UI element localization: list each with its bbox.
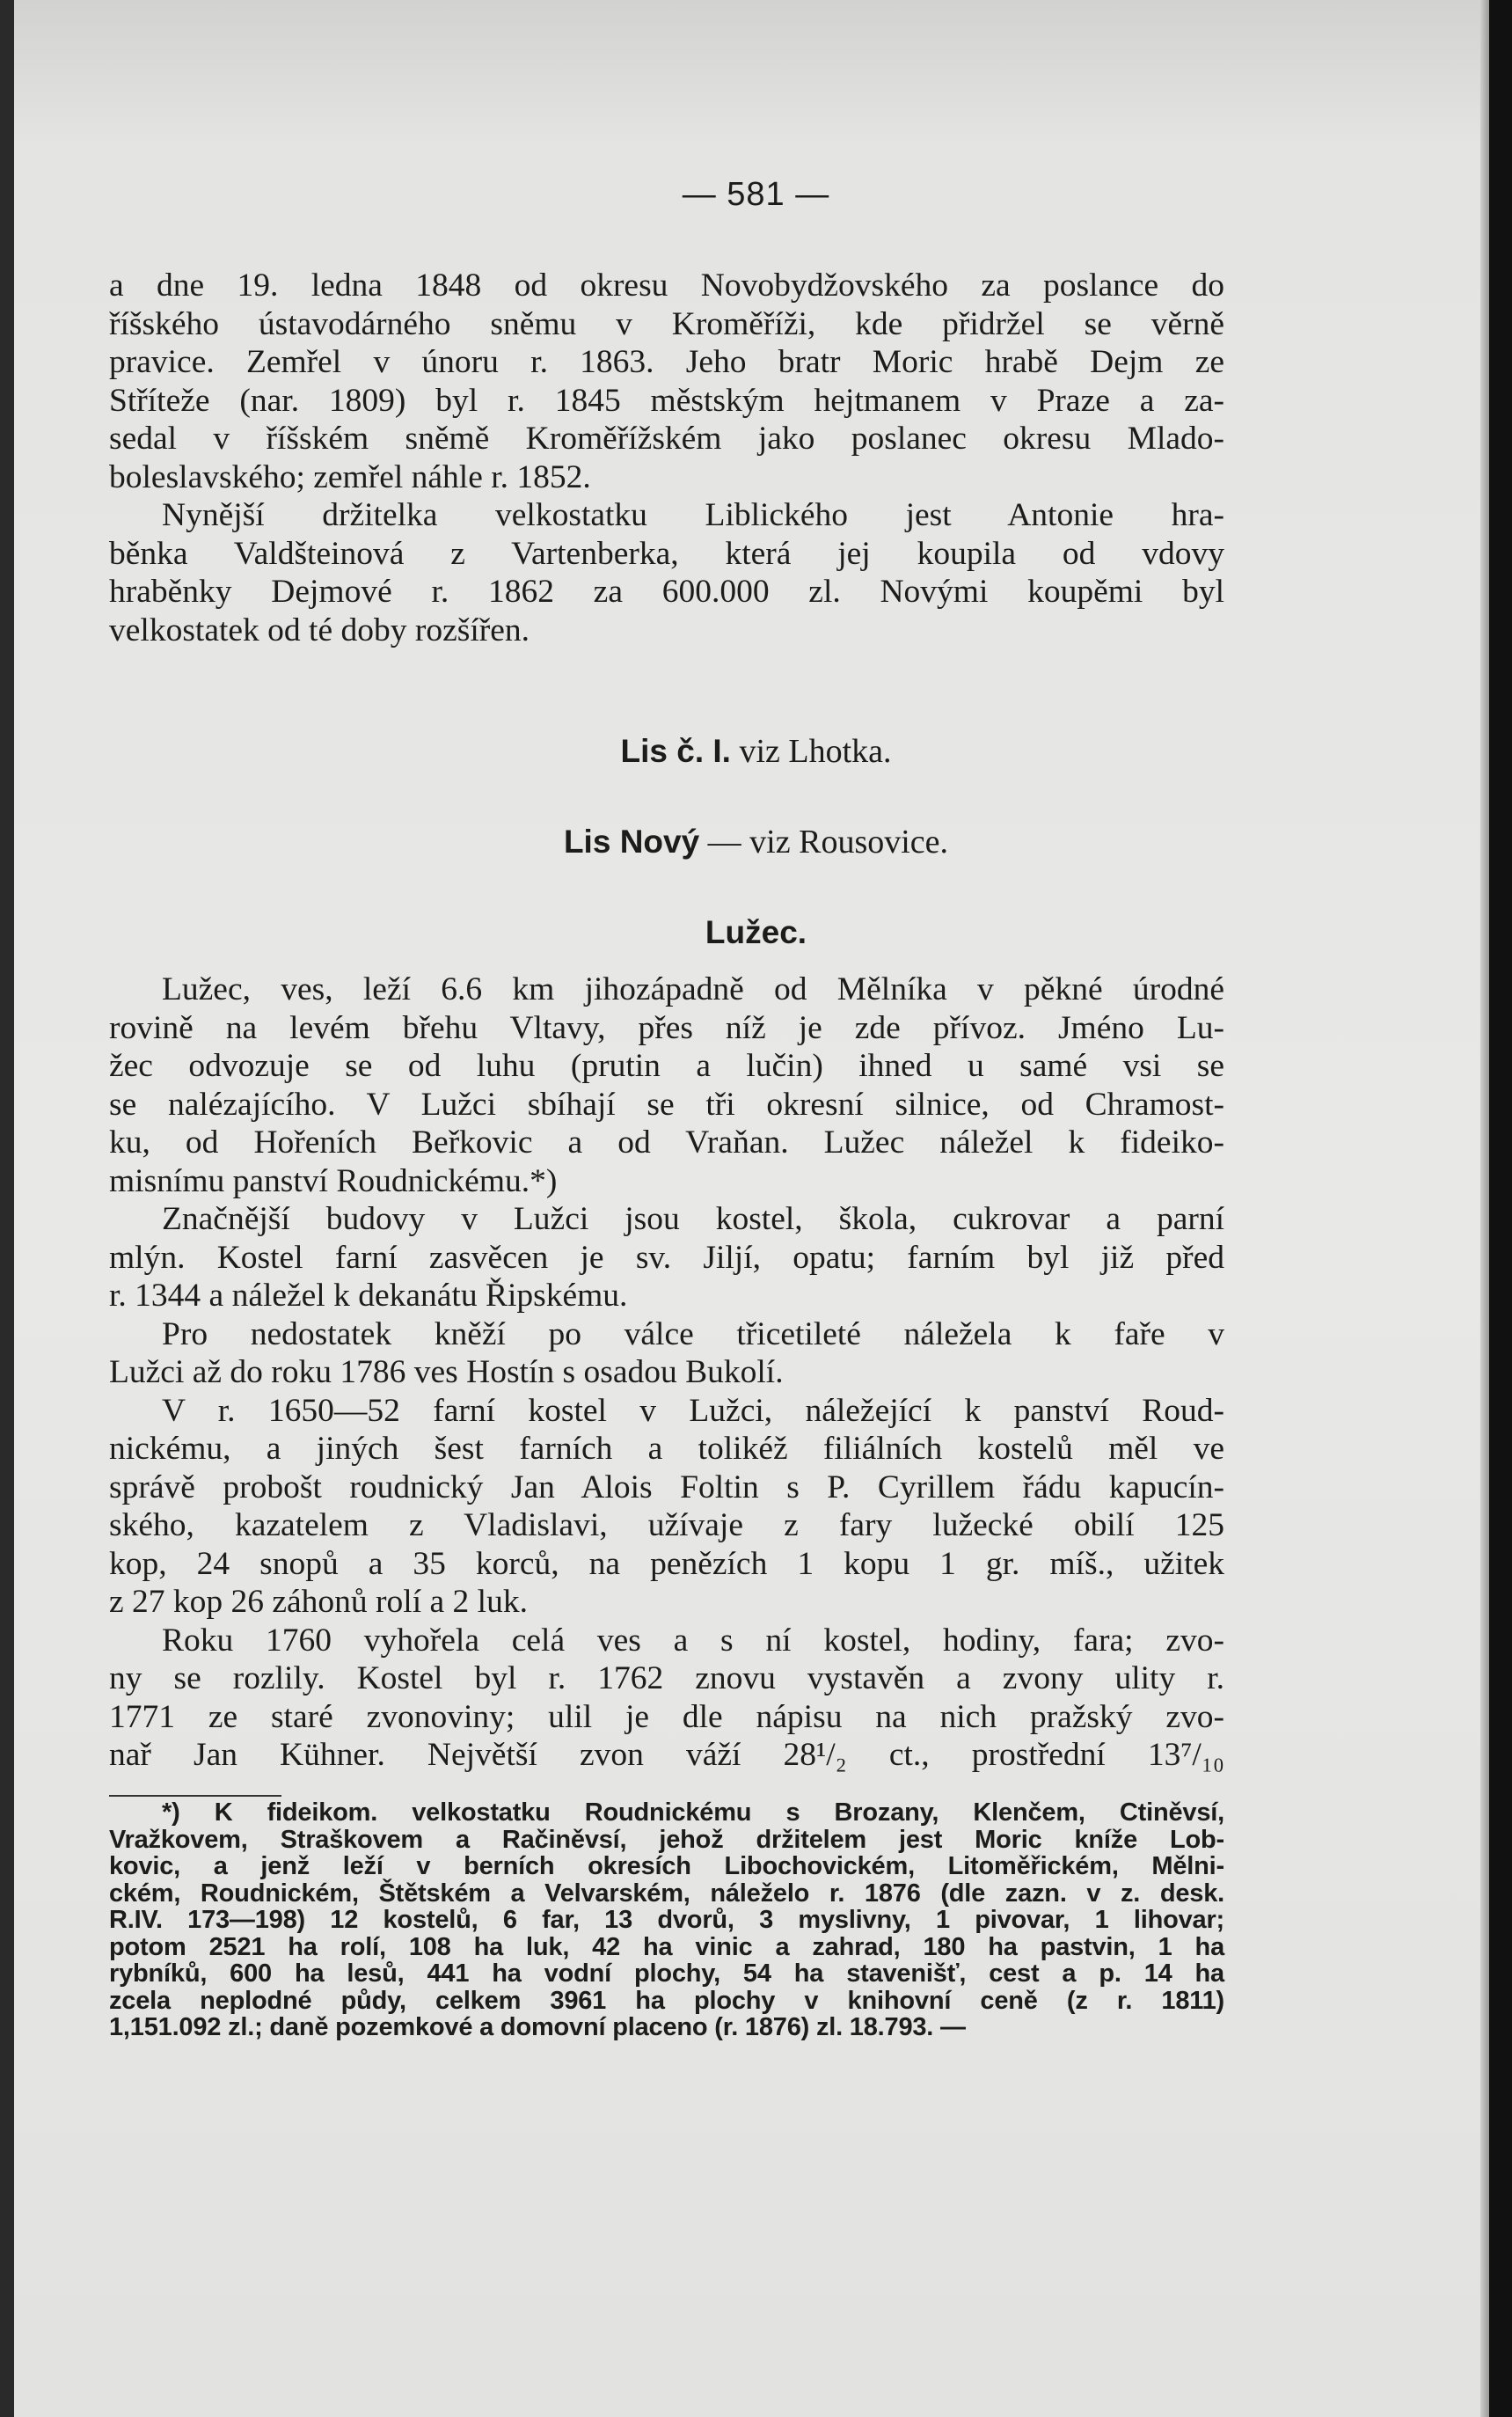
text-line: Nynější držitelka velkostatku Liblického jest Antonie hra-	[162, 497, 1224, 533]
text-line: Roku 1760 vyhořela celá ves a s ní kostel, hodiny, fara; zvo-	[162, 1622, 1224, 1659]
text-line: velkostatek od té doby rozšířen.	[109, 612, 530, 648]
footnote-line: potom 2521 ha rolí, 108 ha luk, 42 ha vinic a zahrad, 180 ha pastvin, 1 ha	[109, 1932, 1224, 1961]
text-line: rovině na levém břehu Vltavy, přes níž je zde přívoz. Jméno Lu-	[109, 1009, 1224, 1046]
text-line: z 27 kop 26 záhonů rolí a 2 luk.	[109, 1584, 528, 1620]
text-line: ny se rozlily. Kostel byl r. 1762 znovu vystavěn a zvony ulity r.	[109, 1660, 1224, 1696]
text-line: nař Jan Kühner. Největší zvon váží 28¹/₂ ct., prostřední 13⁷/₁₀	[109, 1737, 1224, 1773]
text-line: r. 1344 a náležel k dekanátu Řipskému.	[109, 1278, 628, 1314]
footnote-line: *) K fideikom. velkostatku Roudnickému s Brozany, Klenčem, Ctiněvsí,	[162, 1798, 1224, 1827]
entry-title: Lužec.	[705, 914, 807, 950]
page-number: — 581 —	[682, 176, 830, 213]
entry-title: Lis Nový	[563, 824, 700, 860]
text-line: běnka Valdšteinová z Vartenberka, která jej koupila od vdovy	[109, 535, 1224, 572]
text-line: V r. 1650—52 farní kostel v Lužci, náležející k panství Roud-	[162, 1392, 1224, 1429]
text-line: kop, 24 snopů a 35 korců, na penězích 1 kopu 1 gr. míš., užitek	[109, 1545, 1224, 1582]
scan-edge-shadow	[1480, 0, 1489, 2417]
footnote	[109, 1799, 1224, 2041]
cross-reference: — viz Rousovice.	[707, 824, 949, 861]
text-line: ku, od Hořeních Beřkovic a od Vraňan. Lužec náležel k fideiko-	[109, 1124, 1224, 1161]
text-line: 1771 ze staré zvonoviny; ulil je dle nápisu na nich pražský zvo-	[109, 1698, 1224, 1735]
text-line: Pro nedostatek kněží po válce třicetileté náležela k faře v	[162, 1315, 1224, 1352]
entry-title: Lis č. I.	[620, 733, 731, 769]
text-line: Značnější budovy v Lužci jsou kostel, škola, cukrovar a parní	[162, 1201, 1224, 1237]
cross-reference: viz Lhotka.	[739, 733, 892, 770]
text-line: se nalézajícího. V Lužci sbíhají se tři okresní silnice, od Chramost-	[109, 1086, 1224, 1123]
footnote-separator	[109, 1795, 281, 1797]
entry-heading-lis-novy	[0, 823, 1512, 861]
entry-heading-luzec	[0, 913, 1512, 952]
text-line: správě probošt roudnický Jan Alois Foltin s P. Cyrillem řádu kapucín-	[109, 1469, 1224, 1505]
footnote-line: Vražkovem, Straškovem a Račiněvsí, jehož držitelem jest Moric kníže Lob-	[109, 1825, 1224, 1854]
text-line: hraběnky Dejmové r. 1862 za 600.000 zl. Novými koupěmi byl	[109, 574, 1224, 610]
text-line: boleslavského; zemřel náhle r. 1852.	[109, 458, 591, 495]
footnote-line: zcela neplodné půdy, celkem 3961 ha plochy v knihovní ceně (z r. 1811)	[109, 1986, 1224, 2015]
text-line: říšského ústavodárného sněmu v Kroměříži, kde přidržel se věrně	[109, 305, 1224, 342]
scan-edge-left	[0, 0, 14, 2417]
entry-heading-lis-c-i	[0, 732, 1512, 771]
text-line: ského, kazatelem z Vladislavi, užívaje z fary lužecké obilí 125	[109, 1507, 1224, 1543]
luzec-entry-body	[109, 970, 1224, 1775]
text-line: a dne 19. ledna 1848 od okresu Novobydžovského za poslance do	[109, 267, 1224, 304]
text-line: mlýn. Kostel farní zasvěcen je sv. Jiljí, opatu; farním byl již před	[109, 1239, 1224, 1276]
footnote-line: rybníků, 600 ha lesů, 441 ha vodní plochy, 54 ha stavenišť, cest a p. 14 ha	[109, 1959, 1224, 1988]
footnote-line: kovic, a jenž leží v berních okresích Libochovickém, Litoměřickém, Mělni-	[109, 1852, 1224, 1880]
text-line: žec odvozuje se od luhu (prutin a lučin) ihned u samé vsi se	[109, 1048, 1224, 1084]
text-line: Stříteže (nar. 1809) byl r. 1845 městským hejtmanem v Praze a za-	[109, 382, 1224, 419]
text-line: sedal v říšském sněmě Kroměřížském jako poslanec okresu Mlado-	[109, 421, 1224, 457]
text-line: misnímu panství Roudnickému.*)	[109, 1162, 558, 1199]
text-line: pravice. Zemřel v únoru r. 1863. Jeho bratr Moric hrabě Dejm ze	[109, 344, 1224, 380]
footnote-line: 1,151.092 zl.; daně pozemkové a domovní placeno (r. 1876) zl. 18.793. —	[109, 2013, 966, 2041]
footnote-line: ckém, Roudnickém, Štětském a Velvarském, náleželo r. 1876 (dle zazn. v z. desk.	[109, 1879, 1224, 1908]
continued-paragraph-block	[109, 267, 1224, 649]
footnote-line: R.IV. 173—198) 12 kostelů, 6 far, 13 dvorů, 3 myslivny, 1 pivovar, 1 lihovar;	[109, 1906, 1224, 1934]
text-line: nickému, a jiných šest farních a tolikéž filiálních kostelů měl ve	[109, 1431, 1224, 1467]
text-line: Lužec, ves, leží 6.6 km jihozápadně od Mělníka v pěkné úrodné	[162, 971, 1224, 1007]
text-line: Lužci až do roku 1786 ves Hostín s osadou Bukolí.	[109, 1354, 784, 1390]
scan-edge-right	[1489, 0, 1512, 2417]
